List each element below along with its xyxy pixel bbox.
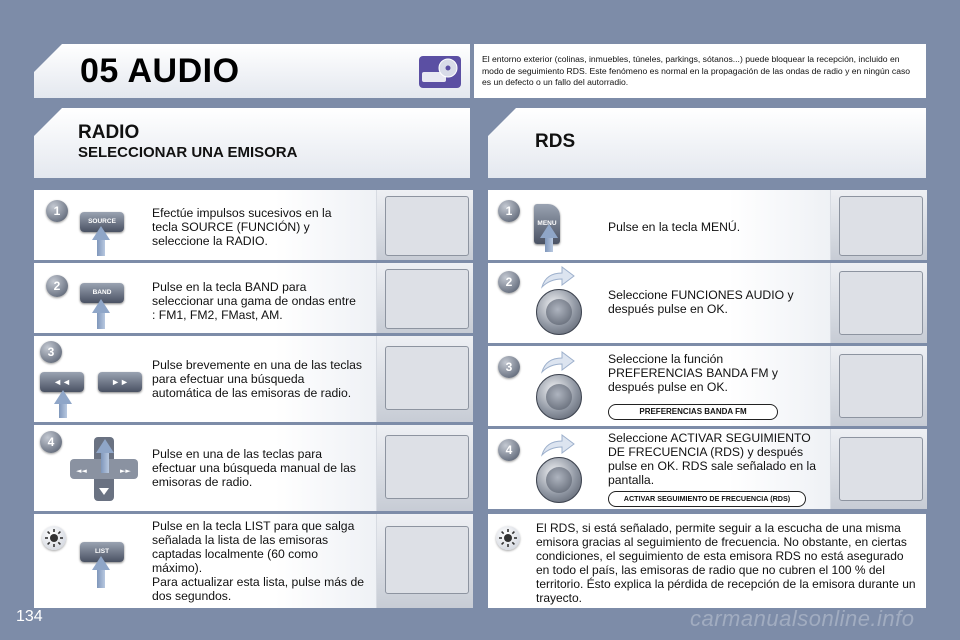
source-key: SOURCE — [80, 212, 124, 232]
radio-step-1 — [34, 190, 472, 260]
step-text: Seleccione FUNCIONES AUDIO y después pulse en OK. — [608, 288, 794, 316]
watermark: carmanualsonline.info — [690, 606, 915, 631]
radio-panel-icon — [830, 429, 927, 509]
step-text: Pulse en una de las teclas para efectuar una búsqueda manual de las emisoras de radio. — [152, 447, 356, 489]
seek-down-key: ◄◄ — [40, 372, 84, 392]
rds-step-2 — [488, 263, 926, 343]
step-number-badge: 4 — [40, 431, 62, 453]
step-text: Seleccione ACTIVAR SEGUIMIENTO DE FRECUENCIA (RDS) y después pulse en OK. RDS sale señalado en la pantalla. — [608, 431, 816, 487]
disc-icon — [418, 54, 462, 90]
radio-panel-icon — [830, 263, 927, 343]
radio-list-tip — [34, 514, 472, 608]
up-arrow-icon — [92, 299, 110, 329]
radio-panel-icon — [376, 514, 473, 608]
knob-icon — [536, 457, 582, 503]
rds-step-1 — [488, 190, 926, 260]
step-number-badge: 2 — [46, 275, 68, 297]
step-number-badge: 1 — [498, 200, 520, 222]
menu-label-activar-seguimiento: ACTIVAR SEGUIMIENTO DE FRECUENCIA (RDS) — [608, 491, 806, 507]
rds-step-4 — [488, 429, 926, 509]
list-key: LIST — [80, 542, 124, 562]
rds-step-3 — [488, 346, 926, 426]
menu-label-preferencias: PREFERENCIAS BANDA FM — [608, 404, 778, 420]
step-text: Pulse en la tecla BAND para seleccionar una gama de ondas entre : FM1, FM2, FMast, AM. — [152, 280, 356, 322]
radio-step-2 — [34, 263, 472, 333]
radio-subtitle: SELECCIONAR UNA EMISORA — [78, 144, 298, 161]
radio-panel-icon — [376, 263, 473, 333]
step-number-badge: 2 — [498, 271, 520, 293]
step-text: Efectúe impulsos sucesivos en la tecla SOURCE (FUNCIÓN) y seleccione la RADIO. — [152, 206, 332, 248]
tip-text: El RDS, si está señalado, permite seguir a la escucha de una misma emisora gracias al seguimiento de frecuencia. No obstante, en ciertas condiciones, el seguimiento de esta emisora RDS no está asegurado en todo el país, las emisoras de radio que no cubren el 100 % del territorio. Ésto explica la pérdida de recepción de la emisora durante un trayecto. — [536, 521, 916, 605]
svg-text:►►: ►► — [120, 467, 131, 475]
svg-text:◄◄: ◄◄ — [76, 467, 87, 475]
reception-notice: El entorno exterior (colinas, inmuebles, túneles, parkings, sótanos...) puede bloquear la recepción, incluido en modo de seguimiento RDS. Este fenómeno es normal en la propagación de las ondas de radio y en ningún caso es un defecto o un fallo del autorradio. — [474, 44, 926, 98]
radio-panel-icon — [376, 190, 473, 260]
up-arrow-icon — [54, 390, 72, 418]
step-number-badge: 3 — [498, 356, 520, 378]
up-arrow-icon — [92, 226, 110, 256]
radio-step-3 — [34, 336, 472, 422]
radio-panel-icon — [376, 336, 473, 422]
step-text: Seleccione la función PREFERENCIAS BANDA FM y después pulse en OK. — [608, 352, 778, 394]
rds-title: RDS — [535, 131, 576, 152]
knob-icon — [536, 289, 582, 335]
chapter-title: 05 AUDIO — [80, 52, 240, 90]
tip-text: Pulse en la tecla LIST para que salga señalada la lista de las emisoras captadas localmente (60 como máximo). Para actualizar esta lista, pulse más de dos segundos. — [152, 519, 365, 603]
rds-info-tip — [488, 514, 926, 608]
radio-panel-icon — [830, 190, 927, 260]
radio-title: RADIO — [78, 122, 140, 143]
radio-step-4 — [34, 425, 472, 511]
up-arrow-icon — [92, 556, 110, 588]
menu-key: MENU — [534, 204, 560, 244]
knob-icon — [536, 374, 582, 420]
band-key: BAND — [80, 283, 124, 303]
page-number: 134 — [16, 608, 43, 625]
tip-icon — [496, 526, 520, 550]
step-number-badge: 1 — [46, 200, 68, 222]
up-arrow-icon — [540, 224, 558, 252]
step-text: Pulse en la tecla MENÚ. — [608, 220, 741, 234]
tip-icon — [42, 526, 66, 550]
seek-up-key: ►► — [98, 372, 142, 392]
step-number-badge: 4 — [498, 439, 520, 461]
radio-panel-icon — [830, 346, 927, 426]
up-arrow-icon — [96, 439, 114, 473]
radio-panel-icon — [376, 425, 473, 511]
step-text: Pulse brevemente en una de las teclas para efectuar una búsqueda automática de las emisoras de radio. — [152, 358, 363, 400]
step-number-badge: 3 — [40, 341, 62, 363]
